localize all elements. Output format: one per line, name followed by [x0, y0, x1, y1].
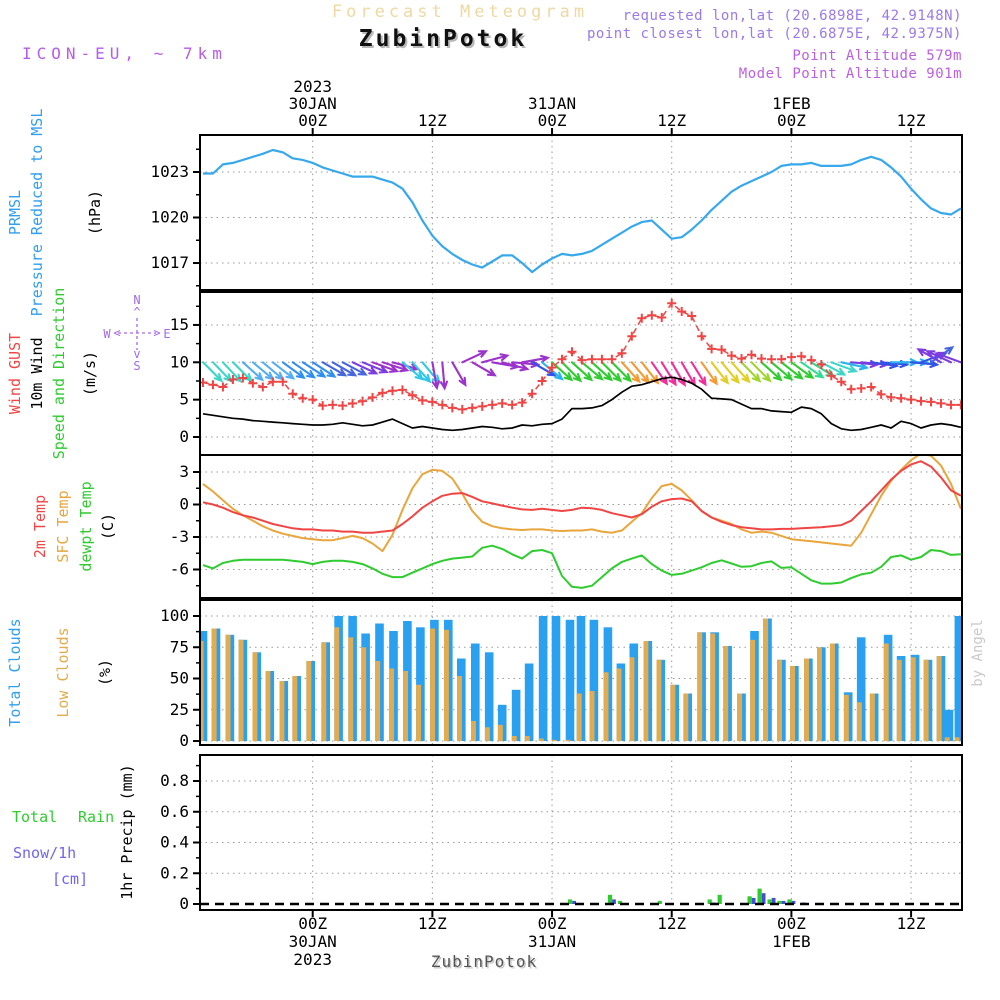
low-clouds-bar — [897, 660, 902, 741]
y-tick-label: 10 — [169, 352, 189, 372]
y-tick-label: 0.4 — [160, 832, 189, 852]
precip-border — [200, 755, 962, 910]
top-time-label: 12Z — [896, 111, 926, 130]
precip-frame — [160, 755, 962, 913]
wind-arrow — [742, 362, 760, 381]
temp-unit-label: (C) — [99, 512, 117, 541]
low-clouds-bar — [683, 694, 688, 742]
wind-arrow — [791, 362, 812, 377]
rain-bar — [758, 889, 762, 904]
y-tick-label: 0 — [179, 494, 189, 514]
low-clouds-bar — [697, 632, 702, 741]
low-clouds-bar — [924, 660, 929, 741]
top-time-label: 2023 — [293, 77, 332, 96]
bottom-time-label: 31JAN — [527, 932, 577, 951]
low-clouds-bar — [604, 672, 609, 741]
low-clouds-bar — [280, 681, 285, 741]
wind-arrow — [572, 362, 591, 379]
low-clouds-bar — [361, 647, 366, 741]
low-clouds-bar — [884, 644, 889, 742]
total-clouds-bar — [525, 664, 534, 742]
low-clouds-bar — [498, 725, 503, 741]
bottom-time-label: 12Z — [657, 914, 687, 933]
snow-bar — [752, 898, 756, 904]
wind-side-label: Wind GUST — [6, 332, 24, 415]
compass-east-label: E — [163, 327, 171, 341]
low-clouds-bar — [239, 640, 244, 741]
compass-south-label: S — [133, 359, 141, 373]
y-tick-label: 1017 — [150, 253, 189, 273]
y-tick-label: 0 — [179, 427, 189, 446]
top-time-label: 1FEB — [772, 94, 811, 113]
model-name: ICON-EU, ~ 7km — [22, 44, 227, 63]
bottom-time-label: 00Z — [298, 914, 328, 933]
snow-bar — [782, 901, 786, 904]
low-clouds-bar — [750, 640, 755, 741]
low-clouds-bar — [416, 685, 421, 741]
rain-bar — [718, 895, 722, 904]
clouds-side-label: Low Clouds — [54, 627, 72, 718]
low-clouds-bar — [512, 736, 517, 741]
requested-coordinates: requested lon,lat (20.6898E, 42.9148N) — [622, 8, 962, 24]
top-time-label: 31JAN — [527, 94, 577, 113]
bottom-time-label: 2023 — [293, 950, 332, 969]
low-clouds-bar — [348, 637, 353, 741]
low-clouds-bar — [321, 642, 326, 741]
pressure-gridlines — [200, 135, 962, 290]
low-clouds-bar — [590, 691, 595, 741]
y-tick-label: 0 — [179, 731, 189, 750]
sfc-temp-line — [203, 454, 961, 551]
low-clouds-bar — [911, 657, 916, 741]
rain-label: Rain — [78, 808, 115, 826]
wind-arrow — [482, 354, 507, 362]
clouds-unit-label: (%) — [96, 658, 114, 687]
low-clouds-bar — [644, 641, 649, 741]
wind-arrow — [203, 362, 221, 380]
low-clouds-bar — [737, 694, 742, 742]
rain-bar — [608, 895, 612, 904]
low-clouds-bar — [226, 635, 231, 741]
total-clouds-bar — [512, 690, 521, 741]
low-clouds-bar — [657, 660, 662, 741]
model-point-altitude: Model Point Altitude 901m — [738, 66, 962, 82]
low-clouds-bar — [292, 676, 297, 741]
low-clouds-bar — [525, 736, 530, 741]
pressure-unit-label: (hPa) — [86, 189, 104, 236]
y-tick-label: 0.8 — [160, 771, 189, 790]
pressure-side-label: Pressure Reduced to MSL — [28, 108, 46, 317]
y-tick-label: 1020 — [150, 207, 189, 227]
y-tick-label: 1023 — [150, 162, 189, 181]
temp-border — [200, 455, 962, 598]
side-labels — [6, 109, 136, 900]
compass-down-arrow: v — [133, 347, 141, 361]
low-clouds-bar — [817, 647, 822, 741]
low-clouds-bar — [617, 669, 622, 742]
low-clouds-bar — [790, 666, 795, 741]
low-clouds-bar — [389, 669, 394, 742]
low-clouds-bar — [763, 619, 768, 742]
wind-arrow — [253, 362, 273, 379]
total-clouds-bar — [945, 710, 954, 741]
total-clouds-bar — [552, 616, 561, 741]
low-clouds-bar — [945, 737, 950, 741]
low-clouds-bar — [830, 644, 835, 742]
y-tick-label: 25 — [169, 699, 189, 719]
wind-side-label: 10m Wind — [28, 337, 46, 410]
wind-arrow — [273, 362, 294, 378]
low-clouds-bar — [577, 694, 582, 742]
wind-arrow — [472, 362, 495, 375]
low-clouds-bar — [955, 737, 960, 741]
low-clouds-bar — [306, 661, 311, 741]
top-time-label: 00Z — [537, 111, 567, 130]
wind-arrow — [462, 351, 486, 362]
y-tick-label: 75 — [169, 637, 189, 657]
low-clouds-bar — [804, 659, 809, 742]
low-clouds-bar — [937, 656, 942, 741]
y-tick-label: 100 — [160, 606, 189, 625]
low-clouds-bar — [375, 661, 380, 741]
low-clouds-bar — [266, 671, 271, 741]
pressure-side-label: PRMSL — [6, 189, 24, 236]
low-clouds-bar — [253, 652, 258, 741]
y-tick-label: 0.6 — [160, 801, 189, 821]
point-altitude: Point Altitude 579m — [792, 48, 962, 64]
total-clouds-bar — [539, 616, 548, 741]
compass-left-arrow: < — [113, 326, 121, 340]
temp-side-label: SFC Temp — [54, 490, 72, 563]
low-clouds-bar — [430, 629, 435, 742]
low-clouds-bar — [552, 740, 557, 741]
pressure-series — [203, 150, 961, 272]
top-time-label: 00Z — [298, 111, 328, 130]
bottom-time-label: 00Z — [537, 914, 567, 933]
y-tick-label: 5 — [179, 389, 189, 409]
low-clouds-bar — [471, 721, 476, 741]
low-clouds-bar — [777, 660, 782, 741]
snow-unit-label: [cm] — [52, 870, 89, 888]
dewpoint-line — [203, 546, 961, 588]
wind-arrow — [582, 362, 602, 379]
wind-arrow — [441, 362, 447, 388]
snow-label: Snow/1h — [13, 844, 77, 862]
wind-arrow — [772, 362, 792, 379]
low-clouds-bar — [723, 646, 728, 741]
temp-side-label: 2m Temp — [31, 494, 49, 559]
top-time-label: 12Z — [657, 111, 687, 130]
low-clouds-bar — [457, 676, 462, 741]
y-tick-label: 50 — [169, 668, 189, 688]
low-clouds-bar — [844, 695, 849, 741]
low-clouds-bar — [212, 629, 217, 742]
rain-label: Total — [12, 808, 58, 826]
low-clouds-bar — [710, 634, 715, 742]
closest-point-coordinates: point closest lon,lat (20.6875E, 42.9375N) — [586, 26, 962, 42]
low-clouds-bar — [857, 702, 862, 741]
footer-station-name: ZubinPotok — [430, 952, 538, 971]
low-clouds-bar — [630, 657, 635, 741]
low-clouds-bar — [870, 694, 875, 742]
low-clouds-bar — [444, 630, 449, 741]
y-tick-label: 0.2 — [160, 863, 189, 883]
wind-direction-arrows — [203, 347, 961, 388]
top-time-label: 00Z — [776, 111, 806, 130]
station-name: ZubinPotok — [358, 26, 528, 52]
temp-gridlines — [200, 455, 962, 598]
time-axis — [289, 77, 926, 969]
y-tick-label: -6 — [169, 559, 189, 579]
wind-arrow — [522, 356, 548, 362]
clouds-series — [199, 616, 963, 741]
low-clouds-bar — [670, 685, 675, 741]
compass-up-arrow: ^ — [133, 305, 141, 319]
low-clouds-bar — [403, 671, 408, 741]
bottom-time-label: 1FEB — [772, 932, 811, 951]
wind-arrow — [283, 362, 304, 377]
wind-series — [198, 299, 965, 431]
precip-series — [200, 889, 962, 904]
pressure-line — [203, 150, 961, 272]
total-clouds-bar — [566, 620, 575, 741]
snow-bar — [762, 893, 766, 904]
precip-unit-label: 1hr Precip (mm) — [118, 764, 136, 900]
low-clouds-bar — [539, 739, 544, 742]
figure-title: Forecast Meteogram — [331, 2, 589, 22]
bottom-time-label: 30JAN — [288, 932, 337, 951]
temp-side-label: dewpt Temp — [77, 481, 95, 572]
y-tick-label: 15 — [169, 314, 189, 334]
compass-rose — [103, 293, 170, 373]
wind-side-label: Speed and Direction — [50, 287, 68, 460]
wind-unit-label: (m/s) — [81, 350, 99, 397]
top-time-label: 12Z — [417, 111, 447, 130]
wind-arrow — [762, 362, 781, 379]
wind-speed-line — [203, 377, 961, 430]
compass-west-label: W — [103, 327, 111, 341]
y-tick-label: -3 — [169, 526, 189, 546]
compass-right-arrow: > — [153, 326, 161, 340]
y-tick-label: 3 — [179, 462, 189, 482]
precip-gridlines — [200, 755, 962, 910]
credit-text: by Angel — [970, 619, 986, 687]
temp-series — [203, 454, 961, 588]
wind-arrow — [452, 362, 465, 385]
low-clouds-bar — [566, 740, 571, 741]
bottom-time-label: 12Z — [896, 914, 926, 933]
pressure-frame — [150, 135, 962, 290]
compass-north-label: N — [133, 293, 141, 307]
low-clouds-bar — [334, 627, 339, 741]
bottom-time-label: 00Z — [776, 914, 806, 933]
clouds-side-label: Total Clouds — [6, 618, 24, 727]
pressure-border — [200, 135, 962, 290]
gust-plus-markers — [198, 299, 965, 414]
y-tick-label: 0 — [179, 894, 189, 913]
bottom-time-label: 12Z — [417, 914, 447, 933]
top-time-label: 30JAN — [288, 94, 337, 113]
low-clouds-bar — [485, 727, 490, 741]
